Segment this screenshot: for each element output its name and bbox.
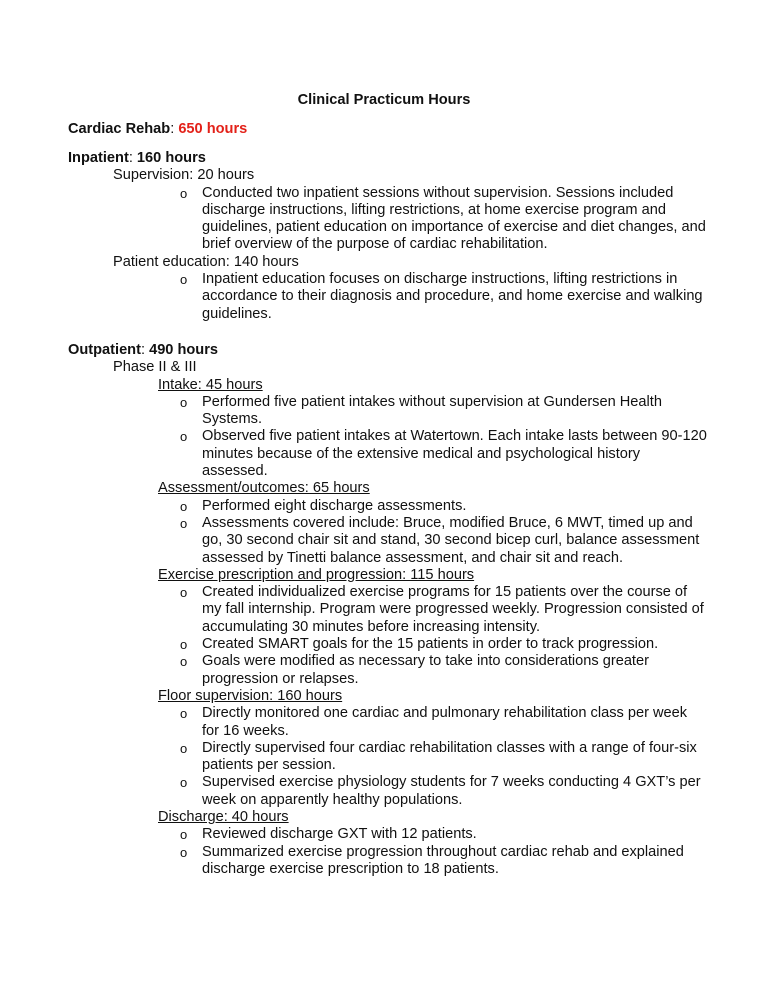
list-item-text: Directly monitored one cardiac and pulmonary rehabilitation class per week for 16 weeks. xyxy=(202,705,688,739)
list-item xyxy=(180,394,708,429)
list-item-text: Directly supervised four cardiac rehabilitation classes with a range of four-six patients per session. xyxy=(202,739,697,774)
cardiac-rehab-line: Cardiac Rehab: 650 hours xyxy=(68,121,248,137)
list-item-text: Goals were modified as necessary to take into considerations greater progression or relapses. xyxy=(202,653,649,687)
inpatient-section: Inpatient: 160 hours Supervision: 20 hours o Conducted two inpatient sessions without supervision. Sessions included discharge instructions, lifting restrictions, at home exercise program and guidelines, patient education on importance of exercise and diet changes, and brief overview of the purpose of cardiac rehabilitation. Patient education: 140 hours o Inpatient education focuses on discharge instructions, lifting restrictions in accordance to their diagnosis and procedure, and home exercise and walking guidelines. xyxy=(68,150,708,323)
list-item xyxy=(180,185,708,254)
supervision-heading: Supervision: 20 hours xyxy=(113,167,255,184)
list-item-text: Summarized exercise progression throughout cardiac rehab and explained discharge exercise prescription to 18 patients. xyxy=(202,843,684,877)
education-heading: Patient education: 140 hours xyxy=(113,253,299,270)
list-item-text: Created individualized exercise programs for 15 patients over the course of my fall internship. Program were progressed weekly. Progression consisted of accumulating 30 minutes before increasing intensity. xyxy=(202,584,704,635)
list-item xyxy=(180,515,708,567)
list-item xyxy=(180,584,708,636)
bullet-marker: o xyxy=(180,654,188,670)
bullet-marker: o xyxy=(180,637,188,653)
list-item xyxy=(180,653,708,688)
list-item-text: Observed five patient intakes at Watertown. Each intake lasts between 90-120 minutes because of the extensive medical and psychological history assessed. xyxy=(202,428,707,480)
list-item xyxy=(180,740,708,775)
discharge-heading: Discharge: 40 hours xyxy=(158,809,289,826)
list-item-text: Inpatient education focuses on discharge instructions, lifting restrictions in accordance to their diagnosis and procedure, and home exercise and walking guidelines. xyxy=(202,271,703,322)
list-item-text: Created SMART goals for the 15 patients in order to track progression. xyxy=(202,636,659,653)
list-item xyxy=(180,826,708,843)
bullet-marker: o xyxy=(180,775,188,791)
inpatient-hours: 160 hours xyxy=(136,150,206,166)
bullet-marker: o xyxy=(180,706,188,722)
cardiac-label: Cardiac Rehab xyxy=(68,121,171,137)
list-item xyxy=(180,844,708,879)
bullet-marker: o xyxy=(180,185,188,201)
outpatient-label: Outpatient xyxy=(68,342,141,358)
list-item xyxy=(180,498,708,515)
exercise-prescription-heading: Exercise prescription and progression: 115 hours xyxy=(158,566,475,583)
assessment-heading: Assessment/outcomes: 65 hours xyxy=(158,480,370,497)
bullet-marker: o xyxy=(180,844,188,860)
page-title: Clinical Practicum Hours xyxy=(297,92,471,108)
list-item xyxy=(180,271,708,323)
bullet-marker: o xyxy=(180,585,188,601)
outpatient-hours: 490 hours xyxy=(149,342,219,358)
bullet-marker: o xyxy=(180,740,188,756)
list-item xyxy=(180,428,708,480)
bullet-marker: o xyxy=(180,515,188,531)
list-item-text: Reviewed discharge GXT with 12 patients. xyxy=(202,826,477,843)
bullet-marker: o xyxy=(180,429,188,445)
intake-heading: Intake: 45 hours xyxy=(158,376,263,393)
cardiac-hours: 650 hours xyxy=(178,121,248,137)
list-item xyxy=(180,705,708,740)
list-item-text: Assessments covered include: Bruce, modified Bruce, 6 MWT, timed up and go, 30 second chair sit and stand, 30 second bicep curl, balance assessment assessed by Tinetti balance assessment, and chair sit and reach. xyxy=(202,514,700,566)
list-item xyxy=(180,636,708,653)
floor-supervision-heading: Floor supervision: 160 hours xyxy=(158,687,343,704)
list-item-text: Conducted two inpatient sessions without supervision. Sessions included discharge instructions, lifting restrictions, at home exercise program and guidelines, patient education on importance of exercise and diet changes, and brief overview of the purpose of cardiac rehabilitation. xyxy=(202,184,706,253)
bullet-marker: o xyxy=(180,394,188,410)
list-item-text: Performed eight discharge assessments. xyxy=(202,497,467,514)
inpatient-label: Inpatient xyxy=(68,150,129,166)
list-item-text: Performed five patient intakes without supervision at Gundersen Health Systems. xyxy=(202,393,662,428)
bullet-marker: o xyxy=(180,827,188,843)
list-item-text: Supervised exercise physiology students for 7 weeks conducting 4 GXT’s per week on apparently healthy populations. xyxy=(202,774,701,808)
outpatient-section: Outpatient: 490 hours Phase II & III Intake: 45 hours o Performed five patient intakes without supervision at Gundersen Health Systems. o Observed five patient intakes at Watertown. Each intake lasts between 90-120 minutes because of the extensive medical and psychological history assessed. Assessment/outcomes: 65 hours o Performed eight discharge assessments. o Assessments covered include: Bruce, modified Bruce, 6 MWT, timed up and go, 30 second chair sit and stand, 30 second bicep curl, balance assessment assessed by Tinetti balance assessment, and chair sit and reach. Exercise prescription and progression: 115 hours o Created individualized exercise programs for 15 patients over the course of my fall internship. Program were progressed weekly. Progression consisted of accumulating 30 minutes before increasing intensity. o Created SMART goals for the 15 patients in order to track progression. o Goals were modified as necessary to take into considerations greater progression or relapses. Floor supervision: 160 hours o Directly monitored one cardiac and pulmonary rehabilitation class per week for 16 weeks. o Directly supervised four cardiac rehabilitation classes with a range of four-six patients per session. o Supervised exercise physiology students for 7 weeks conducting 4 GXT’s per week on apparently healthy populations. Discharge: 40 hours o Reviewed discharge GXT with 12 patients. o Summarized exercise progression throughout cardiac rehab and explained discharge exercise prescription to 18 patients. xyxy=(68,342,707,877)
list-item xyxy=(180,774,708,809)
bullet-marker: o xyxy=(180,498,188,514)
phase-heading: Phase II & III xyxy=(113,359,197,376)
bullet-marker: o xyxy=(180,272,188,288)
